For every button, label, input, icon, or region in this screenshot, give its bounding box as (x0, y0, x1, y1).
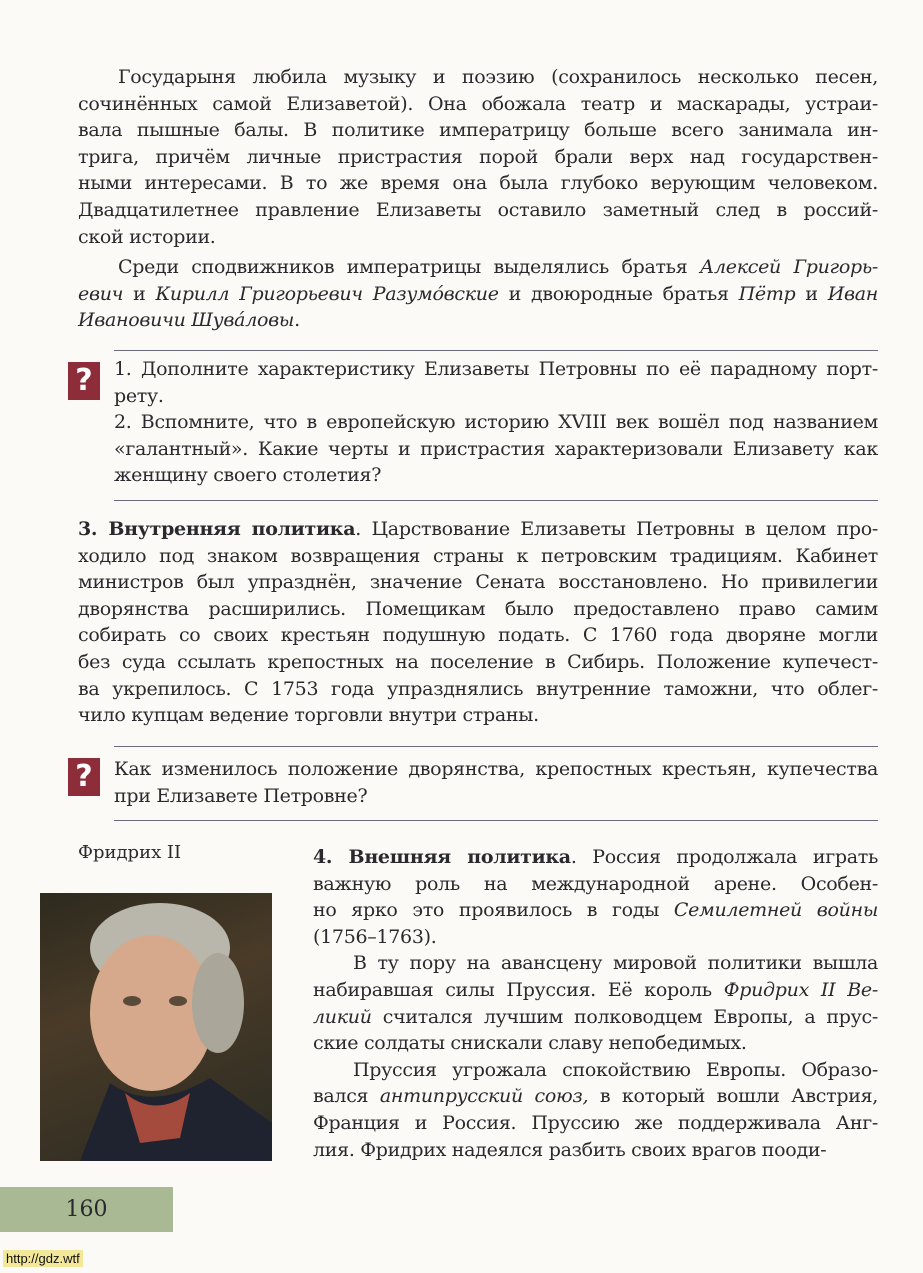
text-line (313, 977, 878, 1004)
text-line (114, 756, 878, 783)
text-segment: важную роль на международной арене. Особен- (313, 872, 878, 895)
text-segment: но ярко это проявилось в годы (313, 899, 674, 922)
text-line (313, 924, 878, 951)
section-3-domestic-policy (78, 516, 878, 729)
text-line (78, 649, 878, 676)
text-segment: при Елизавете Петровне? (114, 784, 368, 807)
text-segment: евич (78, 282, 124, 305)
text-line (78, 117, 878, 144)
text-line (78, 197, 878, 224)
section-4-foreign-policy (313, 844, 878, 1163)
text-segment: министров был упразднён, значение Сената восстановлено. Но привилегии (78, 571, 878, 594)
text-line (313, 897, 878, 924)
text-segment: и двоюродные братья (498, 282, 739, 305)
text-line (313, 950, 878, 977)
text-segment: ликий (313, 1005, 372, 1028)
text-line (313, 1083, 878, 1110)
divider (114, 350, 878, 351)
text-line (78, 307, 878, 334)
text-segment: трига, причём личные пристрастия порой брали верх над государствен- (78, 145, 878, 168)
question-icon: ? (68, 758, 100, 796)
text-segment: Алексей Григорь- (699, 256, 879, 278)
text-segment: 1. Дополните характеристику Елизаветы Петровны по её парадному порт- (114, 358, 878, 380)
question-icon: ? (68, 362, 100, 400)
text-segment: дворянства расширились. Помещикам было предоставлено право самим (78, 597, 878, 620)
text-segment: Фридрих II Ве- (723, 978, 878, 1001)
text-segment: 4. Внешняя политика (313, 846, 571, 868)
text-segment: сочинённых самой Елизаветой). Она обожала театр и маскарады, устраи- (78, 92, 878, 115)
text-segment: чило купцам ведение торговли внутри страны. (78, 704, 539, 727)
text-segment: 3. Внутренняя политика (78, 518, 356, 540)
text-line (114, 783, 878, 810)
text-segment: . Царствование Елизаветы Петровны в целом про- (355, 518, 878, 540)
page-number: 160 (0, 1187, 173, 1232)
text-segment: Кирилл Григорьевич Разумóвские (155, 282, 499, 305)
text-segment: рету. (114, 384, 164, 407)
text-segment: собирать со своих крестьян подушную подать. С 1760 года дворяне могли (78, 624, 878, 647)
text-line (78, 543, 878, 570)
text-segment: ской истории. (78, 225, 216, 248)
text-segment: Семилетней войны (673, 899, 878, 922)
divider (114, 500, 878, 501)
text-segment: и (123, 282, 156, 305)
text-segment: ва укрепилось. С 1753 года упразднялись внутренние таможни, что облег- (78, 677, 878, 700)
text-segment: вался (313, 1085, 380, 1108)
text-segment: без суда ссылать крепостных на поселение в Сибирь. Положение купечест- (78, 650, 878, 673)
text-segment: . Россия продолжала играть (570, 846, 878, 868)
text-segment: Франция и Россия. Пруссию же поддерживала Анг- (313, 1111, 878, 1134)
text-line (313, 1004, 878, 1031)
text-segment: вала пышные балы. В политике императрицу больше всего занимала ин- (78, 119, 878, 142)
text-segment: Среди сподвижников императрицы выделялись братья (118, 256, 700, 278)
text-segment: 2. Вспомните, что в европейскую историю XVIII век вошёл под названием (114, 411, 878, 434)
text-segment: Пётр (738, 282, 796, 305)
portrait-frederick-ii (40, 893, 272, 1161)
text-segment: (1756–1763). (313, 925, 437, 948)
text-segment: . (294, 309, 300, 332)
text-segment: в который вошли Австрия, (588, 1085, 878, 1108)
text-segment: В ту пору на авансцену мировой политики вышла (353, 952, 878, 975)
watermark-link[interactable]: http://gdz.wtf (3, 1250, 83, 1267)
text-segment: лия. Фридрих надеялся разбить своих врагов пооди- (313, 1138, 827, 1161)
questions-block-1 (114, 356, 878, 489)
text-line (78, 224, 878, 251)
text-segment: Как изменилось положение дворянства, крепостных крестьян, купечества (114, 758, 878, 780)
text-line (313, 871, 878, 898)
text-segment: набиравшая силы Пруссия. Её король (313, 978, 724, 1001)
text-line (114, 356, 878, 383)
text-segment: ными интересами. В то же время она была глубоко верующим человеком. (78, 172, 878, 195)
text-segment: считался лучшим полководцем Европы, а прус- (371, 1005, 878, 1028)
text-line (114, 409, 878, 436)
text-segment: антипрусский союз, (379, 1085, 589, 1108)
portrait-caption: Фридрих II (78, 842, 182, 863)
text-segment: женщину своего столетия? (114, 464, 382, 487)
text-segment: Двадцатилетнее правление Елизаветы оставило заметный след в россий- (78, 198, 878, 221)
text-segment: «галантный». Какие черты и пристрастия характеризовали Елизавету как (114, 437, 878, 460)
text-line (313, 1110, 878, 1137)
text-line (78, 281, 878, 308)
text-line (78, 516, 878, 543)
text-line (78, 170, 878, 197)
text-line (78, 676, 878, 703)
text-line (313, 1057, 878, 1084)
text-line (78, 569, 878, 596)
text-segment: Иван (827, 282, 878, 305)
paragraph-associates (78, 254, 878, 334)
text-segment: и (795, 282, 828, 305)
text-segment: ские солдаты снискали славу непобедимых. (313, 1032, 747, 1055)
text-segment: ходило под знаком возвращения страны к петровским традициям. Кабинет (78, 544, 878, 567)
text-line (114, 436, 878, 463)
paragraph-elizabeth-interests (78, 64, 878, 250)
text-line (78, 702, 878, 729)
questions-block-2 (114, 756, 878, 809)
divider (114, 820, 878, 821)
divider (114, 746, 878, 747)
text-line (78, 91, 878, 118)
text-line (78, 64, 878, 91)
text-line (78, 596, 878, 623)
text-line (114, 383, 878, 410)
text-segment: Ивановичи Шувáловы (78, 309, 295, 332)
text-segment: Государыня любила музыку и поэзию (сохранилось несколько песен, (118, 66, 878, 88)
text-line (78, 144, 878, 171)
text-line (313, 1137, 878, 1164)
text-line (313, 1030, 878, 1057)
text-line (313, 844, 878, 871)
text-line (78, 254, 878, 281)
text-line (114, 462, 878, 489)
text-line (78, 622, 878, 649)
text-segment: Пруссия угрожала спокойствию Европы. Образо- (353, 1058, 878, 1081)
